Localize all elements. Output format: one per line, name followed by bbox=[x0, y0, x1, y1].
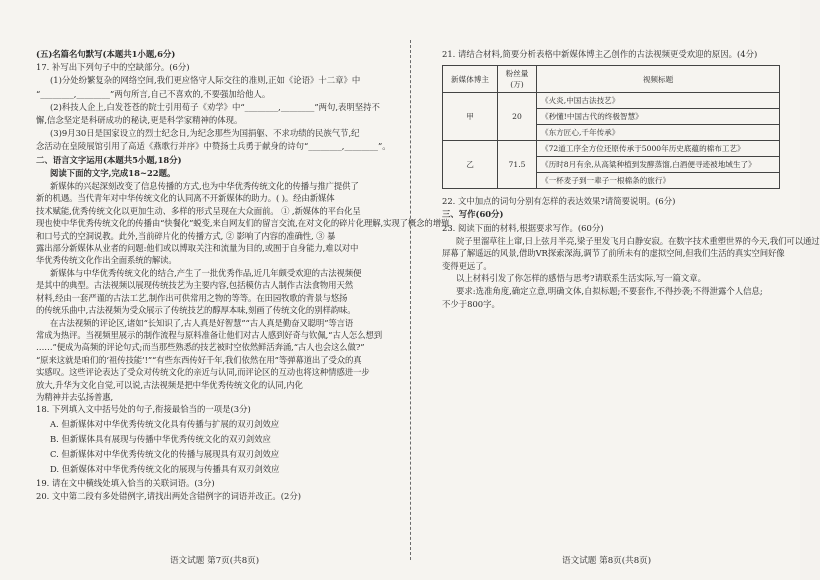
right-content bbox=[442, 195, 820, 311]
page-divider bbox=[410, 40, 411, 560]
title-cell: 《火炎,中国古法技艺》 bbox=[537, 93, 780, 109]
header-titles: 视频标题 bbox=[537, 66, 780, 93]
text-line: 三、写作(60分) bbox=[442, 209, 504, 220]
text-line: 念活动在皇陵展馆引用了高适《燕歌行并序》中赞扬士兵勇于献身的诗句“________,________”。 bbox=[36, 141, 391, 152]
blogger-cell: 甲 bbox=[443, 93, 498, 141]
text-line: 不少于800字。 bbox=[442, 299, 500, 310]
text-line: 实感叹。这些评论表达了受众对传统文化的亲近与认同,而评论区的互动也将这种情感进一步 bbox=[36, 367, 370, 378]
title-cell: 《72道工序全方位还原传承于5000年历史底蕴的棉布工艺》 bbox=[537, 141, 780, 157]
header-fans: 粉丝量(万) bbox=[498, 66, 537, 93]
text-line: 华优秀传统文化作出全面系统的解读。 bbox=[36, 255, 177, 266]
title-cell: 《秒懂!中国古代的终极智慧》 bbox=[537, 109, 780, 125]
title-cell: 《一杯麦子到一辈子一根棉条的旅行》 bbox=[537, 173, 780, 189]
text-line: 技术赋能,优秀传统文化以更加生动、多样的形式呈现在大众面前。 ① ,新媒体的平台化呈 bbox=[36, 205, 361, 216]
question-21: 21. 请结合材料,简要分析表格中新媒体博主乙创作的古法视频更受欢迎的原因。(4分) bbox=[442, 49, 758, 59]
text-line: 懈,信念坚定是科研成功的秘诀,更是科学家精神的体现。 bbox=[36, 115, 243, 126]
text-line: 二、语言文字运用(本题共5小题,18分) bbox=[36, 154, 182, 165]
text-line: 在古法视频的评论区,诸如“长知识了,古人真是好智慧”“古人真是勤奋又聪明”等言语 bbox=[50, 317, 354, 328]
footer-page-8: 语文试题 第8页(共8页) bbox=[562, 556, 652, 566]
text-line: 是其中的典型。古法视频以展现传统技艺为主要内容,包括模仿古人制作古法食物用天然 bbox=[36, 280, 354, 291]
text-line: 阅读下面的文字,完成18~22题。 bbox=[50, 167, 176, 178]
blogger-table bbox=[442, 65, 780, 189]
text-line: 和口号式的空洞说教。此外,当前碎片化的传播方式, ② 影响了内容的准确性, ③ 暴 bbox=[36, 230, 336, 241]
text-line: 放大,升华为文化自觉,可以说,古法视频是把中华优秀传统文化的认同,内化 bbox=[36, 379, 303, 390]
fans-cell: 71.5 bbox=[498, 141, 537, 189]
blogger-cell: 乙 bbox=[443, 141, 498, 189]
text-line: 新媒体的兴起深刻改变了信息传播的方式,也为中华优秀传统文化的传播与推广提供了 bbox=[50, 181, 359, 192]
text-line: 现也使中华优秀传统文化的传播由“快餐化”蜕变,来自网友们的留言交流,在对文化的碎片化理解,实现了概念的增殖 bbox=[36, 218, 450, 229]
text-line: 院子里溜草往上窜,日上弦月半亮,梁子里发飞月白静安寂。在数字技术重塑世界的今天,我们可以通过 bbox=[456, 235, 820, 246]
text-line: (3)9月30日是国家设立的烈士纪念日,为纪念那些为国捐躯、不求功绩的民族气节,纪 bbox=[50, 128, 360, 139]
text-line: 22. 文中加点的词句分别有怎样的表达效果?请简要说明。(6分) bbox=[442, 196, 676, 207]
text-line: “________,________”两句所言,自己不喜欢的,不要强加给他人。 bbox=[36, 88, 271, 99]
text-line: (1)分处纷繁复杂的网络空间,我们更应恪守人际交往的准则,正如《论语》十二章》中 bbox=[50, 75, 361, 86]
text-line: “原来这就是咱们的‘祖传技能’!”“有些东西传好千年,我们依然在用”等弹幕道出了受众的真 bbox=[36, 354, 362, 365]
text-line: 露出部分新媒体从业者的问题:他们或以博取关注和流量为目的,或囿于自身能力,难以对中 bbox=[36, 243, 359, 254]
text-line: 为精神并去弘扬普惠, bbox=[36, 391, 114, 402]
text-line: ……”便成为高频的评论句式;而当那些熟悉的技艺被时空依然鲜活奔涌,“古人也会这么做?” bbox=[36, 342, 365, 353]
table-row bbox=[443, 141, 780, 157]
footer-page-7: 语文试题 第7页(共8页) bbox=[170, 556, 260, 566]
text-line: 17. 补写出下列句子中的空缺部分。(6分) bbox=[36, 62, 190, 73]
text-line: B. 但新媒体具有展现与传播中华优秀传统文化的双刃剑效应 bbox=[50, 433, 271, 444]
fans-cell: 20 bbox=[498, 93, 537, 141]
header-blogger: 新媒体博主 bbox=[443, 66, 498, 93]
text-line: 材料,经由一套严谨的古法工艺,制作出可供常用之物的等等。在田园牧歌的背景与悠扬 bbox=[36, 292, 348, 303]
text-line: A. 但新媒体对中华优秀传统文化具有传播与扩展的双刃剑效应 bbox=[50, 418, 280, 429]
title-cell: 《历时8月有余,从高粱种植到发酵蒸馏,白酒便寻迹被地域生了》 bbox=[537, 157, 780, 173]
text-line: 20. 文中第二段有多处错例字,请找出两处含错例字的词语并改正。(2分) bbox=[36, 490, 302, 501]
page-8 bbox=[418, 0, 820, 580]
text-line: 19. 请在文中横线处填入恰当的关联词语。(3分) bbox=[36, 477, 215, 488]
text-line: 要求:选准角度,确定立意,明确文体,自拟标题;不要套作,不得抄袭;不得泄露个人信息; bbox=[456, 286, 763, 297]
text-line: 18. 下列填入文中括号处的句子,衔接最恰当的一项是(3分) bbox=[36, 404, 251, 415]
text-line: D. 但新媒体对中华优秀传统文化的展现与传播具有双刃剑效应 bbox=[50, 463, 280, 474]
text-line: 新的机遇。当代青年对中华传统文化的认同离不开新媒体的助力。( )。经由新媒体 bbox=[36, 193, 335, 204]
text-line: (五)名篇名句默写(本题共1小题,6分) bbox=[36, 49, 176, 59]
text-line: 的传统乐曲中,古法视频为受众展示了传统技艺的醇厚本味,刻画了传统文化的别样韵味。 bbox=[36, 305, 356, 316]
text-line: 屏幕了解遥远的风景,借助VR探索深海,调节了前所未有的虚拟空间,但我们生活的真实空间好像 bbox=[442, 248, 785, 259]
text-line: 变得更远了。 bbox=[442, 260, 492, 271]
text-line: C. 但新媒体对中华优秀传统文化的传播与展现具有双刃剑效应 bbox=[50, 448, 280, 459]
text-line: (2)科技人企上,白发苍苍的院士引用荀子《劝学》中“________,________”两句,表明坚持不 bbox=[50, 101, 380, 112]
text-line: 以上材料引发了你怎样的感悟与思考?请联系生活实际,写一篇文章。 bbox=[456, 273, 707, 284]
table-row bbox=[443, 93, 780, 109]
text-line: 新媒体与中华优秀传统文化的结合,产生了一批优秀作品,近几年颇受欢迎的古法视频便 bbox=[50, 267, 362, 278]
title-cell: 《东方匠心,千年传承》 bbox=[537, 125, 780, 141]
text-line: 23. 阅读下面的材料,根据要求写作。(60分) bbox=[442, 222, 604, 233]
text-line: 常成为热评。当视频里展示的制作流程与原料准备让他们对古人感到好奇与钦佩,“古人怎么想到 bbox=[36, 329, 383, 340]
